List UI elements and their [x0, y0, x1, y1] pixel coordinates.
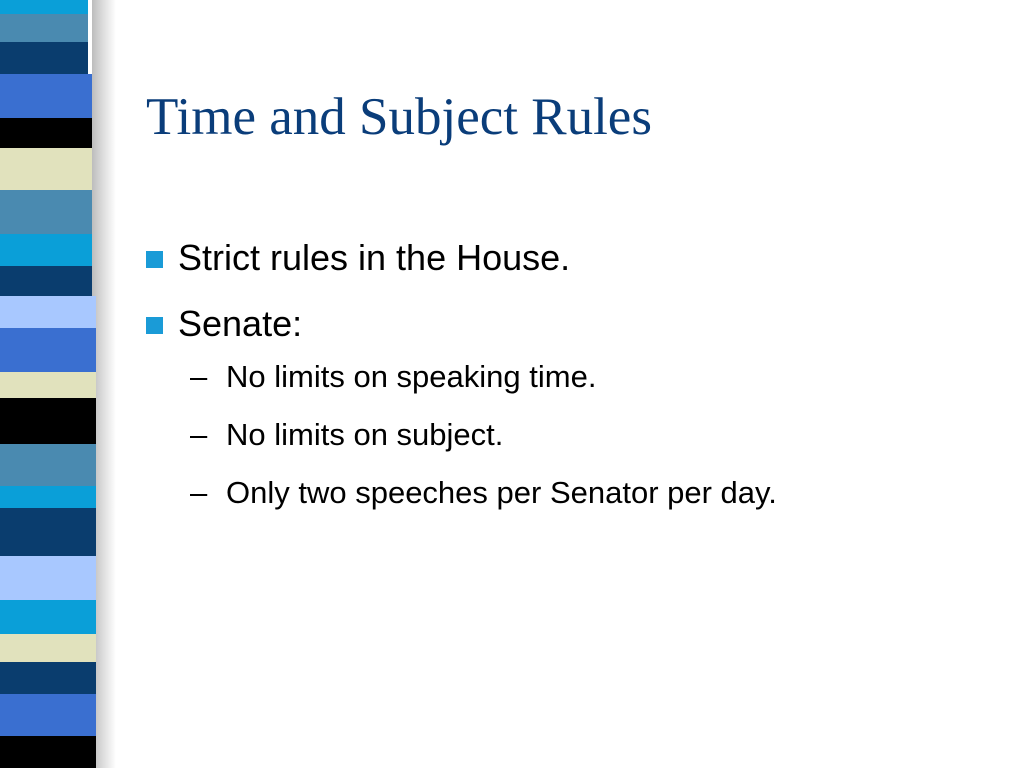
stripe-block: [0, 328, 96, 372]
stripe-block: [0, 266, 92, 296]
subbullet-list: [146, 352, 777, 526]
slide-title: Time and Subject Rules: [146, 88, 652, 146]
subbullet-text: No limits on subject.: [226, 417, 504, 452]
bullet-text: Strict rules in the House.: [178, 237, 571, 278]
stripe-block: [0, 42, 88, 74]
stripe-block: [0, 634, 96, 662]
stripe-block: [0, 118, 92, 148]
subbullet-item: [190, 410, 777, 468]
bullet-item: [146, 296, 777, 362]
square-bullet-icon: [146, 251, 163, 268]
bullet-text: Senate:: [178, 303, 303, 344]
stripe-block: [0, 398, 96, 444]
stripe-block: [0, 486, 96, 508]
stripe-block: [0, 372, 96, 398]
subbullet-container: [146, 352, 777, 526]
dash-bullet-icon: –: [190, 475, 208, 510]
stripe-block: [0, 736, 96, 768]
subbullet-text: No limits on speaking time.: [226, 359, 597, 394]
stripe-block: [0, 662, 96, 694]
stripe-block: [0, 444, 96, 486]
subbullet-item: [190, 468, 777, 526]
subbullet-text: Only two speeches per Senator per day.: [226, 475, 777, 510]
stripe-block: [0, 556, 96, 600]
stripe-block: [0, 0, 88, 14]
stripe-block: [0, 14, 88, 42]
square-bullet-icon: [146, 317, 163, 334]
stripe-block: [0, 74, 92, 118]
stripe-block: [0, 190, 92, 234]
stripe-block: [0, 148, 92, 190]
stripe-block: [0, 508, 96, 556]
bullet-list: [146, 230, 777, 526]
stripe-block: [0, 296, 96, 328]
dash-bullet-icon: –: [190, 417, 208, 452]
stripe-block: [0, 694, 96, 736]
dash-bullet-icon: –: [190, 359, 208, 394]
stripe-block: [0, 234, 92, 266]
bullet-item: [146, 230, 777, 296]
stripe-block: [0, 600, 96, 634]
decorative-stripe: [0, 0, 110, 768]
